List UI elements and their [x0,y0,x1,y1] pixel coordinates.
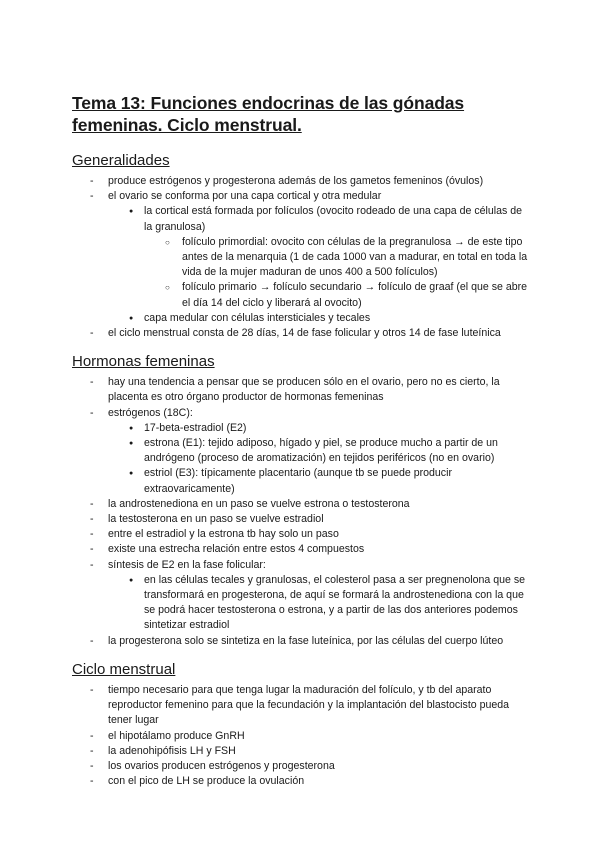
section-hormonas-femeninas [72,353,532,649]
sub-list [108,573,532,634]
section-heading: Hormonas femeninas [72,353,215,371]
list-item: ● estrona (E1): tejido adiposo, hígado y piel, se produce mucho a partir de un andrógeno (proceso de aromatización) en tejidos periféricos (no en ovario) [108,436,532,466]
list-item: ○ folículo primordial: ovocito con células de la pregranulosa → de este tipo antes de la menarquia (1 de cada 1000 van a madurar, en total en toda la vida de la mujer maduran de unos 400 a 500 folículos) [144,235,532,281]
list-item-text: el ovario se conforma por una capa cortical y otra medular [108,190,382,203]
list-item [72,189,532,326]
list-item: - produce estrógenos y progesterona además de los gametos femeninos (óvulos) [72,174,532,189]
list-item: - existe una estrecha relación entre estos 4 compuestos [72,542,532,557]
list-item-text: síntesis de E2 en la fase folicular: [108,558,266,571]
list-item [108,204,532,310]
list-item: ○ folículo primario → folículo secundario → folículo de graaf (el que se abre el día 14 del ciclo y liberará al ovocito) [144,280,532,310]
list-item-text: estrógenos (18C): [108,406,193,419]
list-item: - los ovarios producen estrógenos y progesterona [72,759,532,774]
section-generalidades [72,152,532,341]
list-item: - el hipotálamo produce GnRH [72,729,532,744]
list-item [72,406,532,497]
sub-list [108,204,532,326]
section-heading: Generalidades [72,152,170,169]
list-item [72,558,532,634]
list-item: - hay una tendencia a pensar que se producen sólo en el ovario, pero no es cierto, la placenta es otro órgano productor de hormonas femeninas [72,375,532,405]
list-item: - tiempo necesario para que tenga lugar la maduración del folículo, y tb del aparato reproductor femenino para que la fecundación y la implantación del blastocisto pueda tener lugar [72,683,532,729]
list-item: ● estriol (E3): típicamente placentario (aunque tb se puede producir extraovaricamente) [108,466,532,496]
list-item: ● capa medular con células intersticiales y tecales [108,311,532,326]
list-item: - el ciclo menstrual consta de 28 días, 14 de fase folicular y otros 14 de fase luteínica [72,326,532,341]
list-item: - con el pico de LH se produce la ovulación [72,774,532,789]
bullet-list [72,174,532,341]
bullet-list [72,375,532,649]
document-title: Tema 13: Funciones endocrinas de las gónadas femeninas. Ciclo menstrual. [72,93,465,135]
list-item: ● 17-beta-estradiol (E2) [108,421,532,436]
bullet-list [72,683,532,789]
list-item-text: la cortical está formada por folículos (ovocito rodeado de una capa de células de la granulosa) [144,205,523,233]
list-item: - entre el estradiol y la estrona tb hay solo un paso [72,527,532,542]
list-item: ● en las células tecales y granulosas, el colesterol pasa a ser pregnenolona que se transformará en progesterona, de aquí se formará la androstenediona con la que se podrá hacer testosterona o estrona, y a partir de las dos anteriores podemos sintetizar estradiol [108,573,532,634]
section-heading: Ciclo menstrual [72,660,176,678]
section-ciclo-menstrual [72,661,532,789]
list-item: - la testosterona en un paso se vuelve estradiol [72,512,532,527]
document-page [72,92,532,801]
sub-list [108,421,532,497]
list-item: - la progesterona solo se sintetiza en la fase luteínica, por las células del cuerpo lúteo [72,634,532,649]
list-item: - la adenohipófisis LH y FSH [72,744,532,759]
list-item: - la androstenediona en un paso se vuelve estrona o testosterona [72,497,532,512]
sub-sub-list [144,235,532,311]
